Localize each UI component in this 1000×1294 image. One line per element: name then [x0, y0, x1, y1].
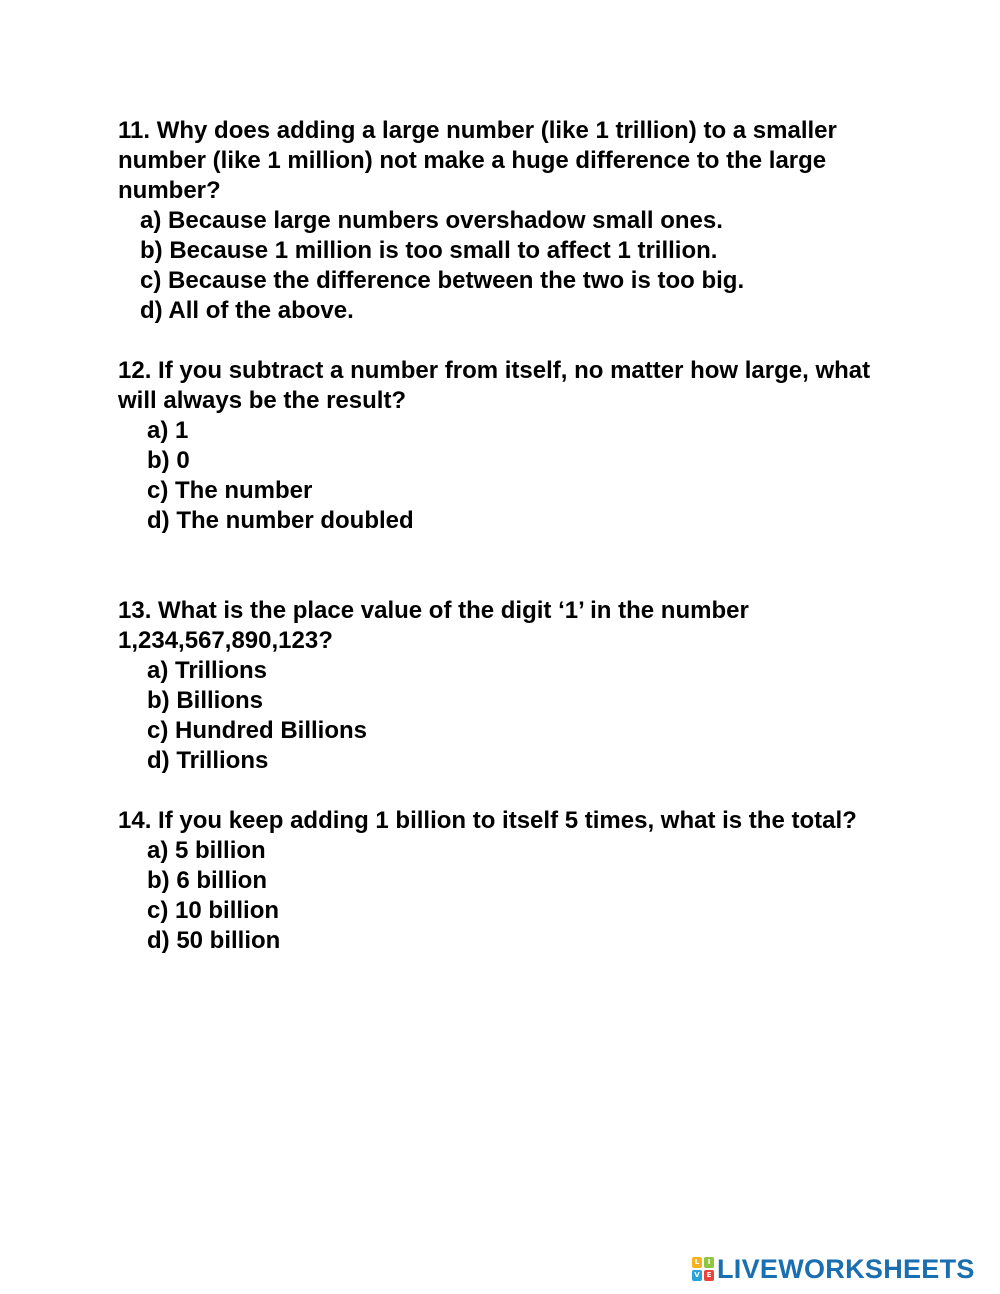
option-d: d) The number doubled	[147, 507, 414, 534]
question-text: 13. What is the place value of the digit ‘1’ in the number 1,234,567,890,123?	[118, 597, 749, 654]
option-c: c) The number	[147, 477, 313, 504]
question-text: 11. Why does adding a large number (like 1 trillion) to a smaller number (like 1 million) not make a huge difference to the large number?	[118, 117, 837, 204]
option-d: d) Trillions	[147, 747, 269, 774]
option-a: a) Trillions	[147, 657, 268, 684]
option-b: b) Because 1 million is too small to affect 1 trillion.	[140, 237, 718, 264]
option-a: a) 1	[147, 417, 189, 444]
option-a: a) Because large numbers overshadow small ones.	[140, 207, 723, 234]
option-c: c) Hundred Billions	[147, 717, 368, 744]
liveworksheets-logo	[692, 1254, 975, 1284]
option-b: b) 0	[147, 447, 190, 474]
logo-text: LIVEWORKSHEETS	[717, 1253, 975, 1284]
option-list	[118, 656, 908, 776]
option-list	[118, 836, 908, 956]
question-12	[118, 356, 908, 536]
worksheet	[118, 116, 908, 956]
question-text: 14. If you keep adding 1 billion to itself 5 times, what is the total?	[118, 807, 857, 834]
option-d: d) All of the above.	[140, 297, 354, 324]
option-b: b) Billions	[147, 687, 263, 714]
question-11	[118, 116, 908, 326]
question-text: 12. If you subtract a number from itself, no matter how large, what will always be the result?	[118, 357, 871, 414]
option-d: d) 50 billion	[147, 927, 281, 954]
option-a: a) 5 billion	[147, 837, 266, 864]
option-c: c) 10 billion	[147, 897, 280, 924]
option-b: b) 6 billion	[147, 867, 267, 894]
question-13	[118, 596, 908, 776]
option-list	[118, 416, 908, 536]
option-c: c) Because the difference between the two is too big.	[140, 267, 745, 294]
liveworksheets-mark-icon: L I V E	[692, 1257, 714, 1281]
question-14	[118, 806, 908, 956]
option-list	[118, 206, 908, 326]
